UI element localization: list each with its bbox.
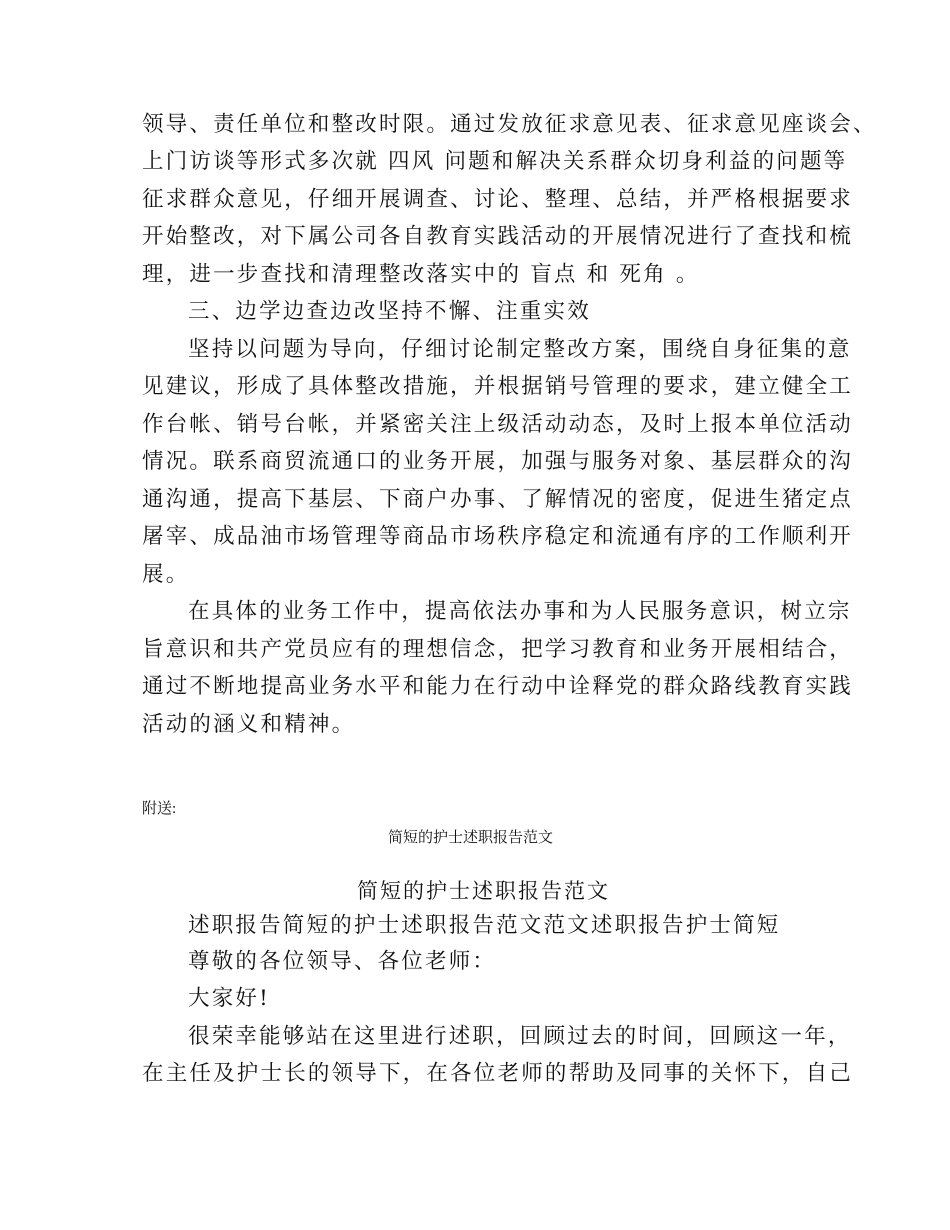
paragraph-line: 理，进一步查找和清理整改落实中的 盲点 和 死角 。 xyxy=(142,262,700,287)
paragraph-line: 屠宰、成品油市场管理等商品市场秩序稳定和流通有序的工作顺利开 xyxy=(142,524,854,549)
paragraph-line: 领导、责任单位和整改时限。通过发放征求意见表、征求意见座谈会、 xyxy=(142,112,877,137)
appendix-label: 附送: xyxy=(142,801,177,817)
paragraph-line: 通沟通，提高下基层、下商户办事、了解情况的密度，促进生猪定点 xyxy=(142,487,854,512)
paragraph-line: 开始整改，对下属公司各自教育实践活动的开展情况进行了查找和梳 xyxy=(142,224,854,249)
paragraph-line: 见建议，形成了具体整改措施，并根据销号管理的要求，建立健全工 xyxy=(142,374,854,399)
paragraph-line: 在主任及护士长的领导下，在各位老师的帮助及同事的关怀下，自己 xyxy=(142,1061,854,1086)
paragraph-line: 在具体的业务工作中，提高依法办事和为人民服务意识，树立宗 xyxy=(188,599,852,624)
appendix-small-title: 简短的护士述职报告范文 xyxy=(388,830,554,846)
paragraph-line: 述职报告简短的护士述职报告范文范文述职报告护士简短 xyxy=(188,913,781,938)
paragraph-line: 旨意识和共产党员应有的理想信念，把学习教育和业务开展相结合， xyxy=(142,637,854,662)
paragraph-line: 大家好! xyxy=(188,986,270,1011)
paragraph-line: 尊敬的各位领导、各位老师： xyxy=(188,949,497,974)
paragraph-line: 征求群众意见，仔细开展调查、讨论、整理、总结，并严格根据要求 xyxy=(142,187,854,212)
paragraph-line: 展。 xyxy=(142,562,190,587)
appendix-title: 简短的护士述职报告范文 xyxy=(357,879,610,903)
paragraph-line: 活动的涵义和精神。 xyxy=(142,712,356,737)
paragraph-line: 上门访谈等形式多次就 四风 问题和解决关系群众切身利益的问题等 xyxy=(142,149,848,174)
paragraph-line: 通过不断地提高业务水平和能力在行动中诠释党的群众路线教育实践 xyxy=(142,674,854,699)
section-heading: 三、边学边查边改坚持不懈、注重实效 xyxy=(188,299,591,324)
paragraph-line: 坚持以问题为导向，仔细讨论制定整改方案，围绕自身征集的意 xyxy=(188,337,852,362)
paragraph-line: 作台帐、销号台帐，并紧密关注上级活动动态，及时上报本单位活动 xyxy=(142,412,854,437)
paragraph-line: 很荣幸能够站在这里进行述职，回顾过去的时间，回顾这一年， xyxy=(188,1024,852,1049)
paragraph-line: 情况。联系商贸流通口的业务开展，加强与服务对象、基层群众的沟 xyxy=(142,449,854,474)
